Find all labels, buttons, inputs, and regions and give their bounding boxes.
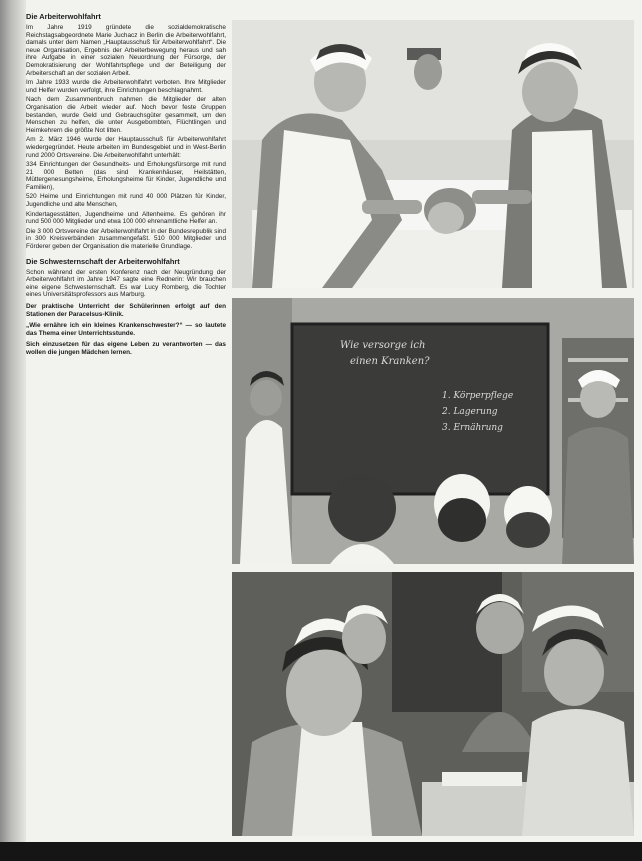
article-paragraph: 334 Einrichtungen der Gesundheits- und Erholungsfürsorge mit rund 21 000 Betten (das sind Krankenhäuser, Heilstätten, Müttergenesungsheime, Erholungsheime für Kinder, Jugendliche und Familien), [26, 161, 226, 191]
magazine-page [26, 6, 632, 840]
article-heading: Die Arbeiterwohlfahrt [26, 12, 101, 21]
photo-nurses-bedside-image [232, 20, 634, 288]
page-bottom-edge [0, 842, 642, 861]
article-paragraph: 520 Heime und Einrichtungen mit rund 40 000 Plätzen für Kinder, Jugendliche und alte Menschen, [26, 193, 226, 209]
article-paragraph: Schon während der ersten Konferenz nach der Neugründung der Arbeiterwohlfahrt im Jahre 1947 sagte eine Rednerin: Wir brauchen eine eigene Schwesternschaft. Es war Lucy Romberg, die Tochter eines Universitätsprofessors aus Marburg. [26, 268, 226, 299]
blackboard-line: Wie versorge ich [340, 340, 426, 351]
photo-nurses-bedside [232, 20, 634, 288]
blackboard-line: 1. Körperpflege [442, 391, 514, 401]
article-paragraph: Die 3 000 Ortsvereine der Arbeiterwohlfahrt in der Bundesrepublik sind in 300 Kreisverbänden zusammengefaßt. 510 000 Mitglieder und Förderer geben der Organisation die materielle Grundlage. [26, 227, 226, 251]
blackboard-line: einen Kranken? [350, 356, 430, 367]
photo-caption: „Wie ernähre ich ein kleines Krankenschwester?“ — so lautete das Thema einer Unterrichtsstunde. [26, 322, 226, 337]
article-paragraph: Im Jahre 1919 gründete die sozialdemokratische Reichstagsabgeordnete Marie Juchacz in Berlin die Arbeiterwohlfahrt, damals unter dem Namen „Hauptausschuß für Arbeiterwohlfahrt“. Die neue Organisation, Ergebnis der Arbeiterbewegung heraus und sah ihre Aufgabe in einer sozialen Neuordnung der Fürsorge, der Demokratisierung der Wohlfahrtspflege und der Beteiligung der Arbeiterschaft an der sozialen Arbeit. [26, 24, 226, 77]
article-paragraph: Kindertagesstätten, Jugendheime und Altenheime. Es gehören ihr rund 500 000 Mitglieder und etwa 100 000 ehrenamtliche Helfer an. [26, 210, 226, 226]
blackboard-line: 3. Ernährung [442, 423, 503, 433]
article-paragraph: Am 2. März 1946 wurde der Hauptausschuß für Arbeiterwohlfahrt wiedergegründet. Heute arbeiten im Bundesgebiet und in West-Berlin rund 2000 Ortsvereine. Die Arbeiterwohlfahrt unterhält: [26, 136, 226, 159]
article-text-column [26, 6, 226, 840]
photo-students-studying [232, 572, 634, 836]
photo-classroom-blackboard [232, 298, 634, 564]
binding-shadow [0, 0, 26, 861]
article-paragraph: Im Jahre 1933 wurde die Arbeiterwohlfahrt verboten. Ihre Mitglieder und Helfer wurden verfolgt, ihre Einrichtungen beschlagnahmt. [26, 79, 226, 94]
photo-classroom-image [232, 298, 634, 564]
photo-students-image [232, 572, 634, 836]
article-subheading: Die Schwesternschaft der Arbeiterwohlfahrt [26, 256, 180, 266]
article-paragraph: Nach dem Zusammenbruch nahmen die Mitglieder der alten Organisation die Arbeit wieder auf. Noch bevor feste Gruppen bestanden, wurde Geld und Gebrauchsgüter gesammelt, um den Menschen zu helfen, die unter Ausgebombten, Flüchtlingen und Heimkehrern die größte Not litten. [26, 96, 226, 134]
blackboard-line: 2. Lagerung [442, 407, 498, 417]
photo-caption: Der praktische Unterricht der Schülerinnen erfolgt auf den Stationen der Paracelsus-Klinik. [26, 303, 226, 318]
photo-caption: Sich einzusetzen für das eigene Leben zu verantworten — das wollen die jungen Mädchen lernen. [26, 341, 226, 356]
